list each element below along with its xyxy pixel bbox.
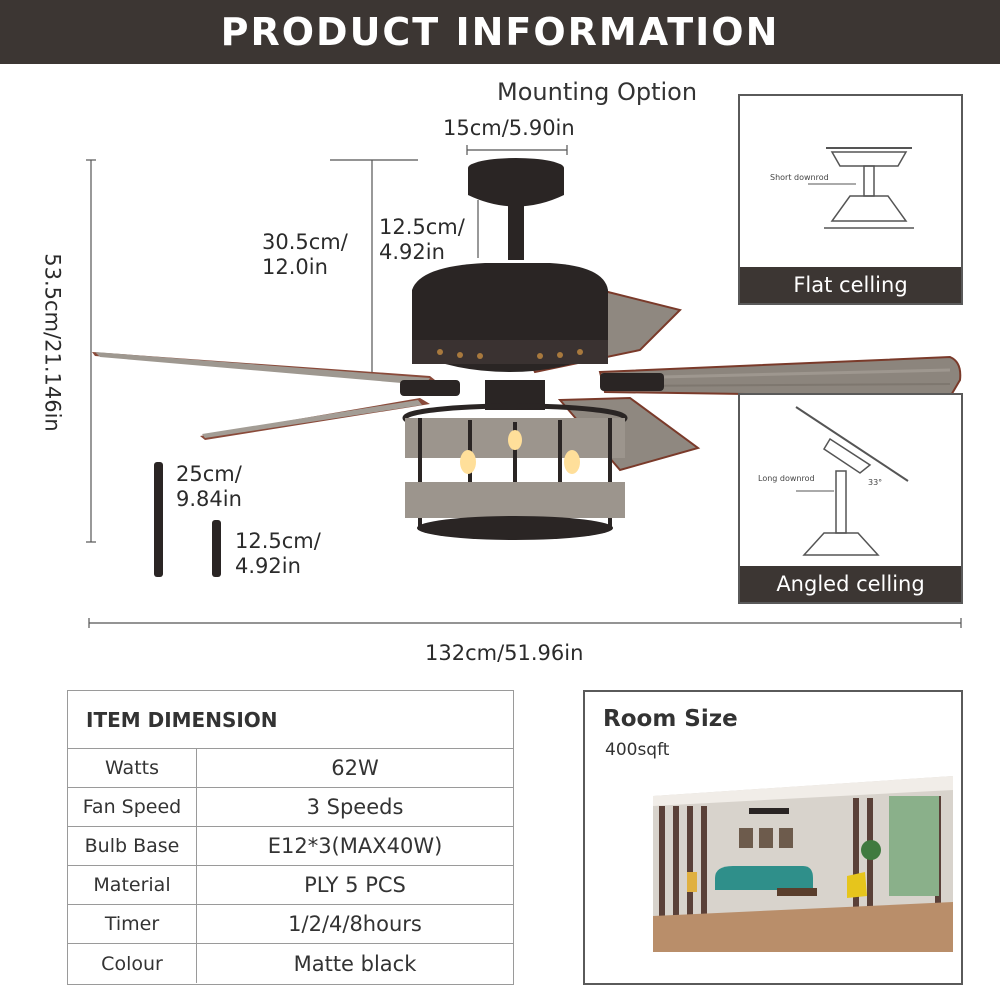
angled-ceiling-label: Angled celling — [740, 566, 961, 602]
angled-ceiling-card — [738, 393, 963, 604]
mounting-option-label: Mounting Option — [497, 78, 698, 106]
row-value: Matte black — [293, 951, 417, 976]
drop-length-label: 30.5cm/ — [262, 230, 348, 254]
row-key: Colour — [68, 944, 197, 983]
row-key: Material — [68, 866, 197, 904]
item-dimension-table — [67, 690, 514, 985]
flat-ceiling-label: Flat celling — [740, 267, 961, 303]
flat-ceiling-mount-icon — [740, 96, 961, 271]
rod-long-label: 25cm/ — [176, 462, 242, 486]
room-size-title: Room Size — [603, 706, 738, 732]
row-value: 1/2/4/8hours — [288, 912, 422, 936]
span-label: 132cm/51.96in — [425, 641, 584, 665]
rod-short-label-in: 4.92in — [235, 554, 301, 578]
rod-short-label: 12.5cm/ — [235, 529, 321, 553]
angled-ceiling-mount-icon — [740, 395, 961, 567]
item-dimension-title: ITEM DIMENSION — [68, 691, 513, 749]
motor-housing — [412, 263, 608, 372]
table-row — [68, 905, 513, 944]
row-value: PLY 5 PCS — [304, 873, 406, 897]
table-row — [68, 866, 513, 905]
table-row — [68, 749, 513, 788]
downrod-length-label: 12.5cm/ — [379, 215, 465, 239]
fan-canopy — [468, 158, 564, 260]
flat-note: Short downrod — [770, 173, 829, 182]
table-row — [68, 827, 513, 866]
room-size-value: 400sqft — [605, 740, 670, 760]
table-row — [68, 944, 513, 983]
row-value: 3 Speeds — [306, 795, 404, 819]
angled-note: Long downrod — [758, 474, 815, 483]
height-label: 53.5cm/21.146in — [40, 253, 65, 432]
row-key: Bulb Base — [68, 827, 197, 865]
row-value: E12*3(MAX40W) — [267, 834, 443, 858]
room-illustration-icon — [653, 776, 953, 952]
row-key: Watts — [68, 749, 197, 787]
drop-length-label-in: 12.0in — [262, 255, 328, 279]
room-size-card — [583, 690, 963, 985]
downrod-length-label-in: 4.92in — [379, 240, 445, 264]
flat-ceiling-card — [738, 94, 963, 305]
row-key: Timer — [68, 905, 197, 943]
page-title: PRODUCT INFORMATION — [220, 10, 780, 54]
row-value: 62W — [331, 756, 379, 780]
row-key: Fan Speed — [68, 788, 197, 826]
table-row — [68, 788, 513, 827]
canopy-width-label: 15cm/5.90in — [443, 116, 575, 140]
angled-degree: 33° — [868, 478, 883, 487]
rod-long-label-in: 9.84in — [176, 487, 242, 511]
